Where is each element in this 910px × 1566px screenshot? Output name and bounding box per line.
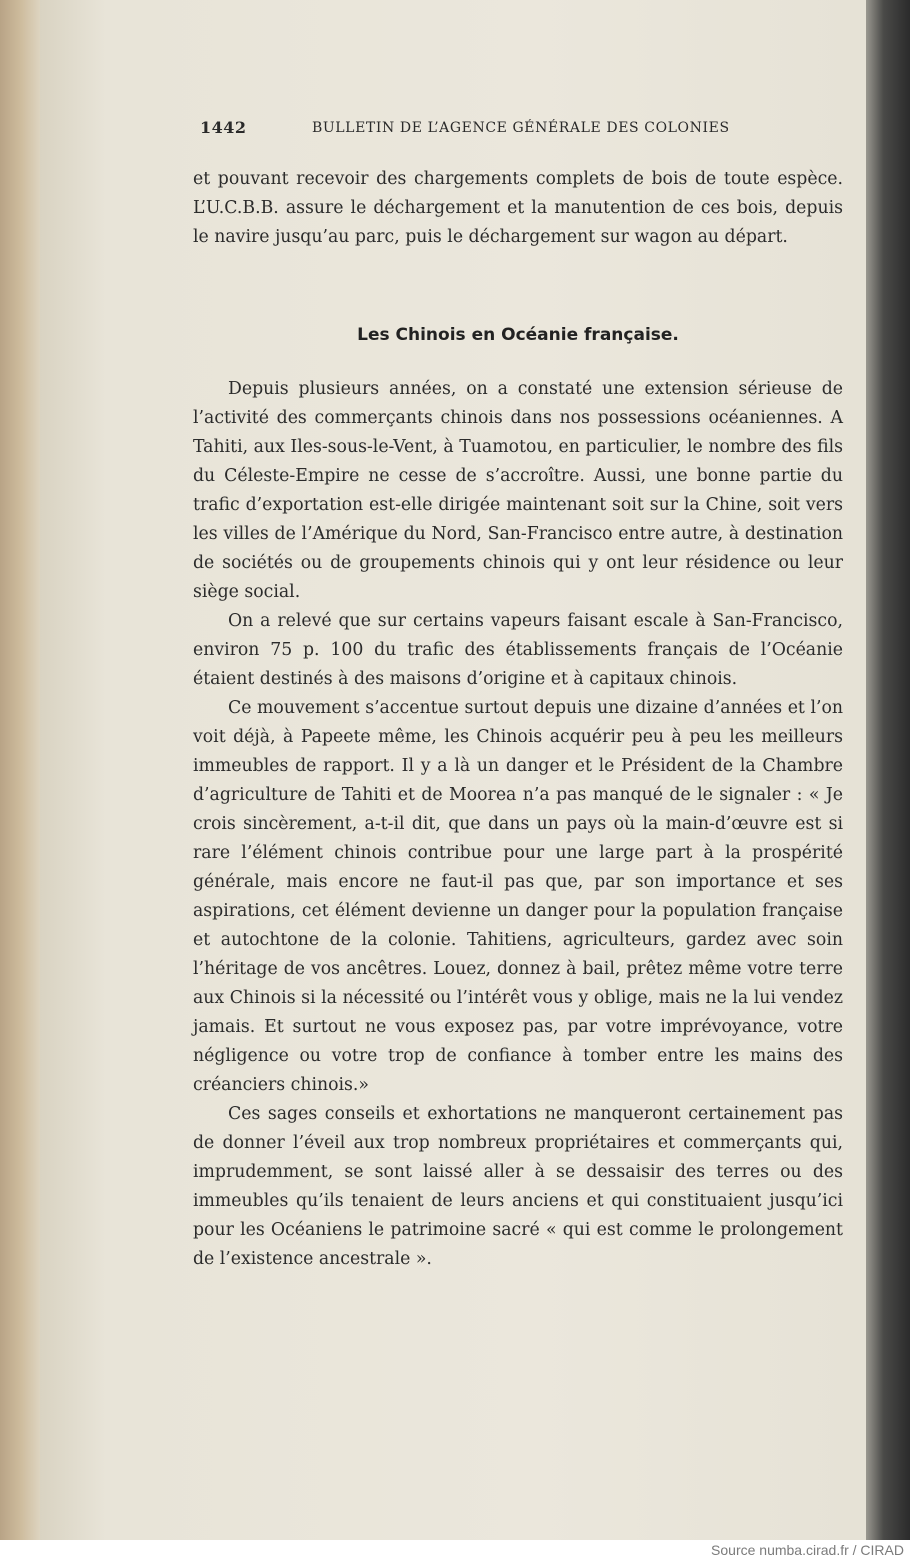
paragraph: Ce mouvement s’accentue surtout depuis une dizaine d’années et l’on voit déjà, à Papeete même, les Chinois acquérir peu à peu les meilleurs immeubles de rapport. Il y a là un danger et le Président de la Chambre d’agriculture de Tahiti et de Moorea n’a pas manqué de le signaler : « Je crois sincèrement, a-t-il dit, que dans un pays où la main-d’œuvre est si rare l’élément chinois contribue pour une large part à la prospérité générale, mais encore ne faut-il pas que, par son importance et ses aspirations, cet élément devienne un danger pour la population française et autochtone de la colonie. Tahitiens, agriculteurs, gardez avec soin l’héritage de vos ancêtres. Louez, donnez à bail, prêtez même votre terre aux Chinois si la nécessité ou l’intérêt vous y oblige, mais ne la lui vendez jamais. Et surtout ne vous exposez pas, par votre imprévoyance, votre négligence ou votre trop de confiance à tomber entre les mains des créanciers chinois.» bbox=[193, 698, 843, 1095]
book-page-edges bbox=[0, 0, 40, 1540]
section-title: Les Chinois en Océanie française. bbox=[357, 325, 679, 345]
scan-right-border bbox=[866, 0, 910, 1540]
page-number: 1442 bbox=[200, 118, 247, 137]
paragraph: Ces sages conseils et exhortations ne manqueront certainement pas de donner l’éveil aux trop nombreux propriétaires et commerçants qui, imprudemment, se sont laissé aller à se dessaisir des terres ou des immeubles qu’ils tenaient de leurs anciens et qui constituaient jusqu’ici pour les Océaniens le patrimoine sacré « qui est comme le prolongement de l’existence ancestrale ». bbox=[193, 1104, 843, 1269]
source-credit: Source numba.cirad.fr / CIRAD bbox=[711, 1542, 904, 1558]
paragraph: On a relevé que sur certains vapeurs faisant escale à San-Francisco, environ 75 p. 100 du trafic des établissements français de l’Océanie étaient destinés à des maisons d’origine et à capitaux chinois. bbox=[193, 611, 843, 689]
section-body bbox=[193, 375, 843, 1274]
running-title: BULLETIN DE L’AGENCE GÉNÉRALE DES COLONIES bbox=[312, 120, 730, 136]
continued-paragraph: et pouvant recevoir des chargements complets de bois de toute espèce. L’U.C.B.B. assure le déchargement et la manutention de ces bois, depuis le navire jusqu’au parc, puis le déchargement sur wagon au départ. bbox=[193, 169, 843, 247]
continued-paragraph-block bbox=[193, 165, 843, 252]
paragraph: Depuis plusieurs années, on a constaté une extension sérieuse de l’activité des commerçants chinois dans nos possessions océaniennes. A Tahiti, aux Iles-sous-le-Vent, à Tuamotou, en particulier, le nombre des fils du Céleste-Empire ne cesse de s’accroître. Aussi, une bonne partie du trafic d’exportation est-elle dirigée maintenant soit sur la Chine, soit vers les villes de l’Amérique du Nord, San-Francisco entre autre, à destination de sociétés ou de groupements chinois qui y ont leur résidence ou leur siège social. bbox=[193, 379, 843, 602]
